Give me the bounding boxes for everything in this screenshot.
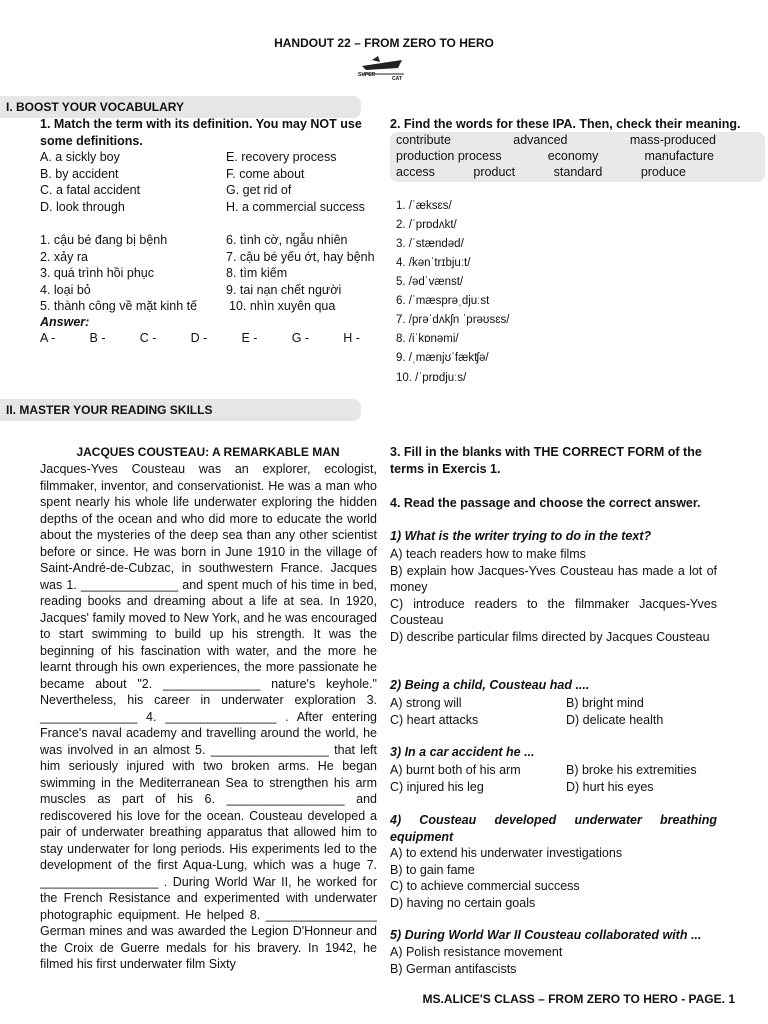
ipa-item: 6. /ˈmæsprəˌdjuːst <box>396 295 490 307</box>
definition-item: 2. xảy ra <box>40 249 88 264</box>
exercise-4-instruction: 4. Read the passage and choose the correct answer. <box>390 496 701 510</box>
answer-slot[interactable]: B - <box>89 331 106 345</box>
ipa-item: 8. /iˈkɒnəmi/ <box>396 333 459 345</box>
answer-option[interactable]: B) German antifascists <box>390 961 517 976</box>
answer-option[interactable]: A) strong will <box>390 696 462 710</box>
answer-slot[interactable]: D - <box>190 331 208 345</box>
word-bank-row <box>396 149 714 163</box>
definition-item: 6. tình cờ, ngẫu nhiên <box>226 233 348 247</box>
answer-slot[interactable]: A - <box>40 331 56 345</box>
reading-passage: Jacques-Yves Cousteau was an explorer, ecologist, filmmaker, inventor, and conservationist. He was a man who spent nearly his whole life underwater exploring the hidden depths of the ocean and who did more to educate the world about the mysteries of the deep sea than any other scientist before or since. He was born in June 1910 in the village of Saint-André-de-Cubzac, in southwestern France. Jacques was 1. ______________ and spent much of his time in bed, reading books and dreaming about a life at sea. In 1920, Jacques' family moved to New York, and he was encouraged to start swimming to build up his strength. It was the beginning of his fascination with water, and the more he learnt through his own experiences, the more passionate he became about "2. ______________ nature's keyhole." Nevertheless, his career in underwater exploration 3. ______________ 4. ________________ . After entering France's naval academy and travelling around the world, he was involved in an almost 5. _________________ that left him seriously injured with two broken arms. He began swimming in the Mediterranean Sea to strengthen his arm muscles as part of his 6. _________________ and rediscovered his love for the ocean. Cousteau developed a pair of underwater breathing apparatus that allowed him to stay underwater for long periods. His experiments led to the development of the first Aqua-Lung, which was a huge 7. _________________ . During World War II, he worked for the French Resistance and experimented with underwater photographic equipment. He helped 8. ________________ German mines and was awarded the Legion D'Honneur and the Croix de Guerre medals for his bravery. In 1942, he filmed his first underwater film Sixty <box>40 462 377 971</box>
question-1-options <box>390 546 717 645</box>
question-4: 4) Cousteau developed underwater breathing equipment <box>390 813 717 844</box>
question-2: 2) Being a child, Cousteau had .... <box>390 678 590 692</box>
page-footer: MS.ALICE'S CLASS – FROM ZERO TO HERO - PAGE. 1 <box>422 992 735 1006</box>
ipa-item: 9. /ˌmænjʊˈfækʧə/ <box>396 352 489 364</box>
question-3-options <box>390 762 742 795</box>
exercise-3-instruction: 3. Fill in the blanks with THE CORRECT FORM of the terms in Exercis 1. <box>390 445 702 476</box>
definition-item: 4. loại bỏ <box>40 282 91 297</box>
answer-option[interactable]: D) hurt his eyes <box>566 779 654 794</box>
answer-option[interactable]: A) teach readers how to make films <box>390 547 586 561</box>
answer-option[interactable]: B) broke his extremities <box>566 763 697 777</box>
answer-option[interactable]: D) delicate health <box>566 712 664 727</box>
ipa-item: 4. /kənˈtrɪbjuːt/ <box>396 257 471 269</box>
ipa-item: 7. /prəˈdʌkʃn ˈprəʊsɛs/ <box>396 314 510 326</box>
logo-bottom-text: CAT <box>392 76 402 82</box>
definition-item: 7. cậu bé yếu ớt, hay bệnh <box>226 249 375 264</box>
ipa-item: 10. /ˈprɒdjuːs/ <box>396 372 467 384</box>
term-item: G. get rid of <box>226 183 292 197</box>
term-item: E. recovery process <box>226 150 337 164</box>
super-cat-logo <box>358 54 408 84</box>
word-bank-item: standard <box>553 165 603 179</box>
terms-left-list <box>40 149 140 215</box>
answer-option[interactable]: B) to gain fame <box>390 862 475 877</box>
word-bank-item: produce <box>640 165 686 179</box>
passage-title: JACQUES COUSTEAU: A REMARKABLE MAN <box>76 445 340 459</box>
ipa-item: 1. /ˈæksɛs/ <box>396 200 452 212</box>
answer-slot[interactable]: E - <box>241 331 258 345</box>
question-2-options <box>390 695 742 728</box>
ipa-item: 2. /ˈprɒdʌkt/ <box>396 219 457 231</box>
word-bank-item: production process <box>396 149 502 163</box>
word-bank-item: product <box>473 165 516 179</box>
answer-slot[interactable]: H - <box>343 331 360 345</box>
word-bank-item: access <box>396 165 435 179</box>
answer-row <box>40 331 360 345</box>
section-1-title: I. BOOST YOUR VOCABULARY <box>0 96 361 118</box>
page-title: HANDOUT 22 – FROM ZERO TO HERO <box>274 36 494 50</box>
definition-item: 5. thành công về mặt kinh tế <box>40 299 198 313</box>
logo-top-text: SUPER <box>358 72 376 78</box>
answer-option[interactable]: C) heart attacks <box>390 712 479 727</box>
question-4-options <box>390 845 622 911</box>
answer-option[interactable]: B) explain how Jacques-Yves Cousteau has made a lot of money <box>390 563 717 594</box>
ipa-item: 5. /ədˈvænst/ <box>396 276 464 288</box>
term-item: B. by accident <box>40 166 119 181</box>
word-bank-item: advanced <box>513 133 568 147</box>
answer-option[interactable]: B) bright mind <box>566 696 644 710</box>
answer-option[interactable]: A) Polish resistance movement <box>390 945 563 959</box>
word-bank-item: economy <box>547 149 599 163</box>
definition-item: 10. nhìn xuyên qua <box>229 299 336 313</box>
answer-option[interactable]: D) having no certain goals <box>390 895 536 910</box>
word-bank-row <box>396 165 686 179</box>
answer-option[interactable]: A) burnt both of his arm <box>390 763 521 777</box>
answer-option[interactable]: C) to achieve commercial success <box>390 879 580 893</box>
answer-slot[interactable]: C - <box>139 331 157 345</box>
definition-item: 3. quá trình hồi phục <box>40 266 154 280</box>
definition-item: 9. tai nạn chết người <box>226 282 342 297</box>
definition-item: 8. tìm kiếm <box>226 266 288 280</box>
word-bank-item: contribute <box>396 133 451 147</box>
definitions-left-list <box>40 232 197 315</box>
answer-option[interactable]: C) introduce readers to the filmmaker Jacques-Yves Cousteau <box>390 596 717 627</box>
exercise-2-instruction: 2. Find the words for these IPA. Then, check their meaning. <box>390 117 741 131</box>
question-5: 5) During World War II Cousteau collaborated with ... <box>390 928 702 942</box>
term-item: F. come about <box>226 166 305 181</box>
answer-label: Answer: <box>40 315 90 329</box>
answer-option[interactable]: A) to extend his underwater investigations <box>390 846 623 860</box>
answer-slot[interactable]: G - <box>291 331 310 345</box>
section-2-title: II. MASTER YOUR READING SKILLS <box>0 399 361 421</box>
term-item: A. a sickly boy <box>40 150 120 164</box>
word-bank-row <box>396 133 716 147</box>
term-item: C. a fatal accident <box>40 183 141 197</box>
ipa-item: 3. /ˈstændəd/ <box>396 238 464 250</box>
question-5-options <box>390 944 562 977</box>
question-3: 3) In a car accident he ... <box>390 745 535 759</box>
terms-right-list <box>226 149 365 215</box>
term-item: H. a commercial success <box>226 199 365 214</box>
definition-item: 1. cậu bé đang bị bệnh <box>40 233 168 247</box>
exercise-1-instruction: 1. Match the term with its definition. You may NOT use some definitions. <box>40 117 362 148</box>
answer-option[interactable]: C) injured his leg <box>390 779 484 794</box>
answer-option[interactable]: D) describe particular films directed by Jacques Cousteau <box>390 629 710 644</box>
word-bank-item: mass-produced <box>629 133 716 147</box>
word-bank-item: manufacture <box>644 149 714 163</box>
term-item: D. look through <box>40 199 125 214</box>
definitions-right-list <box>226 232 375 315</box>
question-1: 1) What is the writer trying to do in the text? <box>390 529 652 543</box>
